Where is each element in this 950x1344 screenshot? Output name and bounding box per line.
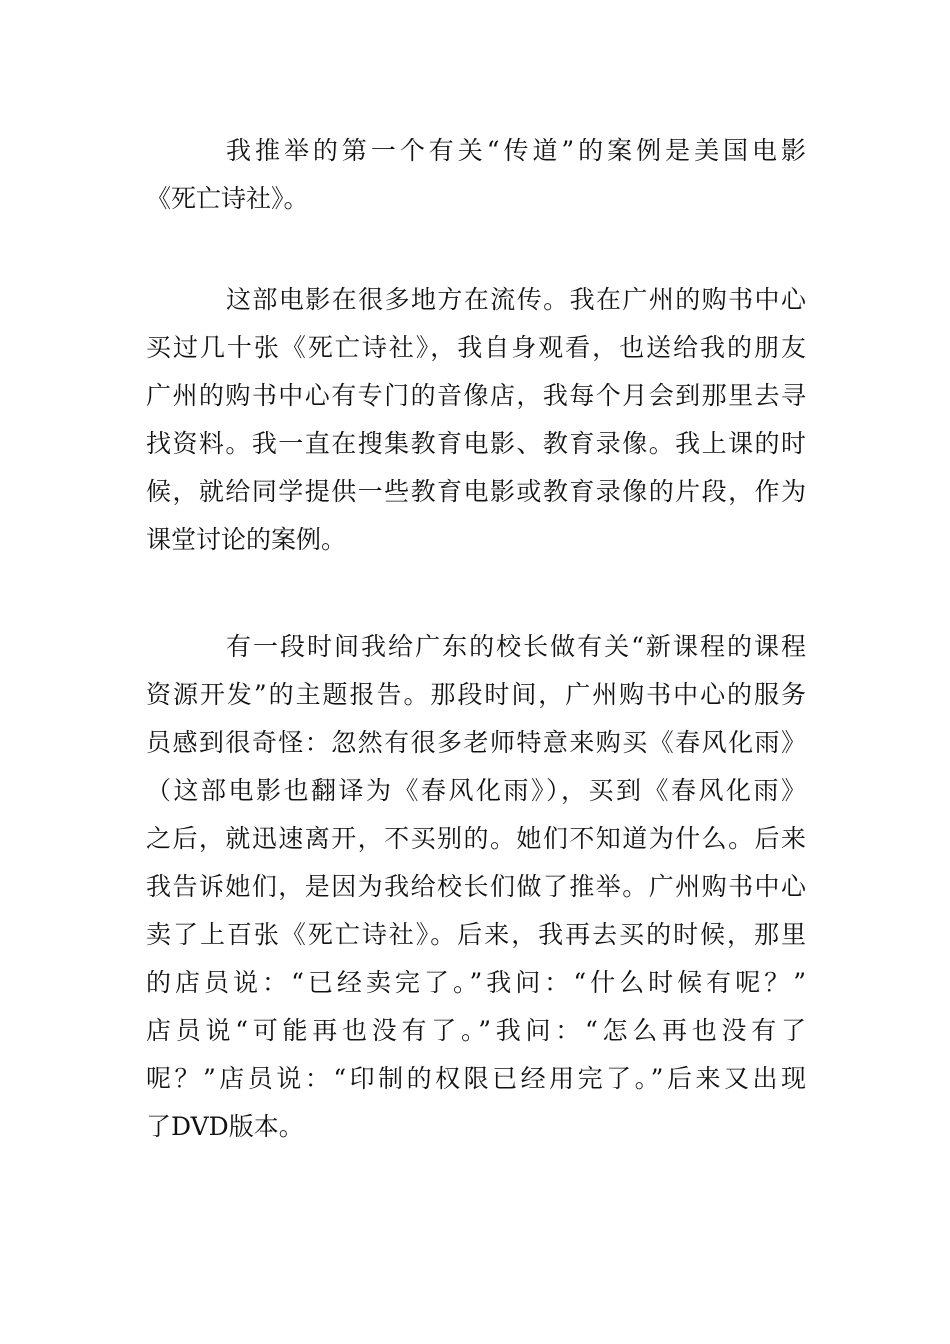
paragraph-line: 资源开发”的主题报告。那段时间，广州购书中心的服务 bbox=[146, 680, 806, 709]
paragraph-line: 之后，就迅速离开，不买别的。她们不知道为什么。后来 bbox=[146, 824, 806, 853]
paragraph-line: 这部电影在很多地方在流传。我在广州的购书中心 bbox=[226, 285, 806, 314]
paragraph-line: 我告诉她们，是因为我给校长们做了推举。广州购书中心 bbox=[146, 872, 806, 901]
paragraph-line: 候，就给同学提供一些教育电影或教育录像的片段，作为 bbox=[146, 477, 806, 506]
paragraph-line: 卖了上百张《死亡诗社》。后来，我再去买的时候，那里 bbox=[146, 920, 806, 949]
paragraph-line: 广州的购书中心有专门的音像店，我每个月会到那里去寻 bbox=[146, 381, 806, 410]
paragraph-line: 的店员说：“已经卖完了。”我问：“什么时候有呢？” bbox=[146, 968, 806, 997]
paragraph-line: 员感到很奇怪：忽然有很多老师特意来购买《春风化雨》 bbox=[146, 728, 806, 757]
paragraph-line: 找资料。我一直在搜集教育电影、教育录像。我上课的时 bbox=[146, 429, 806, 458]
paragraph-2 bbox=[146, 276, 806, 564]
paragraph-line: 我推举的第一个有关“传道”的案例是美国电影 bbox=[226, 136, 806, 165]
paragraph-line: 店员说“可能再也没有了。”我问：“怎么再也没有了 bbox=[146, 1016, 806, 1045]
paragraph-3 bbox=[146, 623, 806, 1151]
paragraph-line: 买过几十张《死亡诗社》，我自身观看，也送给我的朋友 bbox=[146, 333, 806, 362]
paragraph-line: 呢？”店员说：“印制的权限已经用完了。”后来又出现 bbox=[146, 1064, 806, 1093]
paragraph-line: 课堂讨论的案例。 bbox=[146, 525, 347, 554]
paragraph-line: 有一段时间我给广东的校长做有关“新课程的课程 bbox=[226, 632, 806, 661]
paragraph-line: （这部电影也翻译为《春风化雨》），买到《春风化雨》 bbox=[146, 776, 806, 805]
paragraph-line: 了DVD版本。 bbox=[146, 1112, 304, 1141]
paragraph-line: 《死亡诗社》。 bbox=[146, 184, 309, 213]
paragraph-1 bbox=[146, 127, 806, 223]
